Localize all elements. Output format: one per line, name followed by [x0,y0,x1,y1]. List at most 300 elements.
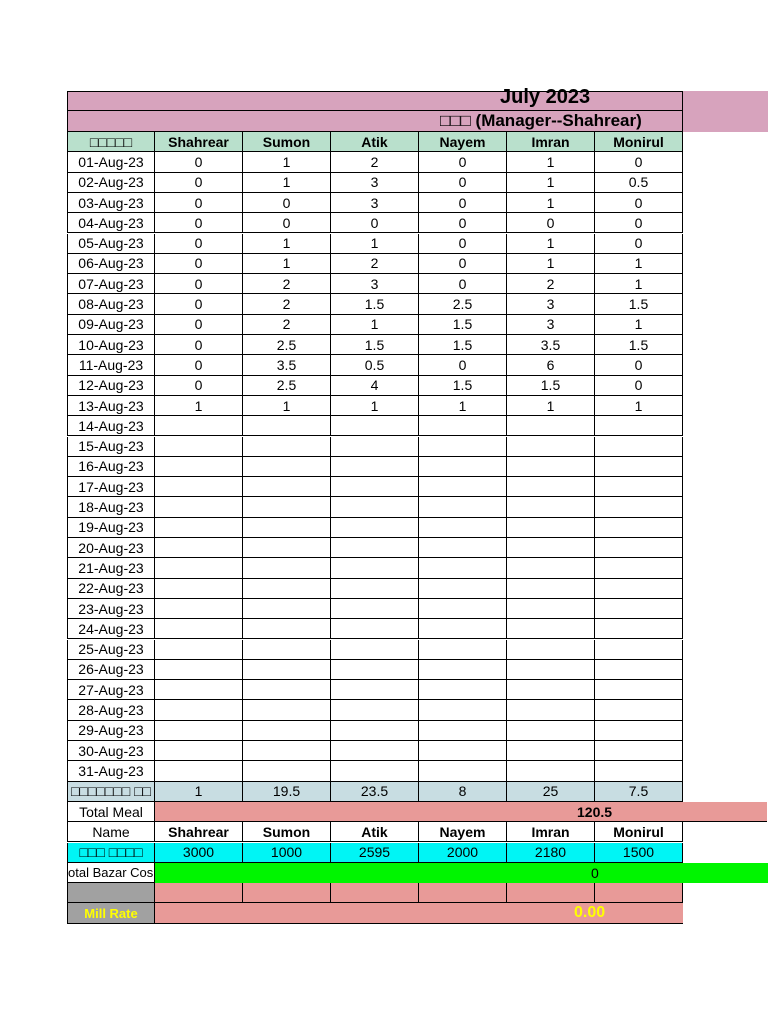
meal-cell[interactable]: 3 [507,294,595,314]
table-row [67,234,683,254]
meal-cell[interactable]: 0 [595,152,683,172]
header-row [67,132,683,152]
meal-cell[interactable] [419,416,507,436]
date-cell[interactable]: 19-Aug-23 [67,518,155,538]
mill-rate-row [67,903,683,923]
meal-cell[interactable] [155,579,243,599]
table-row [67,640,683,660]
meal-cell[interactable] [331,721,419,741]
meal-cell[interactable] [419,579,507,599]
date-cell[interactable]: 20-Aug-23 [67,538,155,558]
meal-cell[interactable] [507,660,595,680]
meal-cell[interactable] [507,579,595,599]
table-row [67,173,683,193]
meal-cell[interactable] [507,619,595,639]
table-row [67,376,683,396]
meal-cell[interactable]: 0 [155,376,243,396]
header-member[interactable]: Sumon [243,132,331,152]
meal-cell[interactable] [331,416,419,436]
meal-cell[interactable]: 2 [243,294,331,314]
meal-cell[interactable] [595,558,683,578]
meal-cell[interactable]: 1 [507,396,595,416]
header-member[interactable]: Nayem [419,132,507,152]
meal-cell[interactable] [595,457,683,477]
meal-cell[interactable] [331,558,419,578]
total-bazar-value[interactable]: 0 [155,863,768,883]
meal-cell[interactable] [155,558,243,578]
meal-cell[interactable] [155,457,243,477]
meal-cell[interactable] [595,741,683,761]
blank-cell[interactable] [243,883,331,903]
meal-cell[interactable] [243,721,331,741]
meal-cell[interactable]: 0 [155,355,243,375]
meal-cell[interactable] [419,700,507,720]
total-cell[interactable]: 25 [507,782,595,802]
meal-cell[interactable] [507,518,595,538]
table-row [67,558,683,578]
header-date[interactable]: □□□□□ [67,132,155,152]
meal-cell[interactable] [331,579,419,599]
meal-cell[interactable]: 0 [155,213,243,233]
meal-cell[interactable]: 1 [507,173,595,193]
name-member[interactable]: Shahrear [155,822,243,842]
meal-cell[interactable]: 6 [507,355,595,375]
table-row [67,193,683,213]
meal-cell[interactable] [331,477,419,497]
table-row [67,741,683,761]
meal-cell[interactable] [155,700,243,720]
date-cell[interactable]: 07-Aug-23 [67,274,155,294]
meal-cell[interactable]: 0 [419,234,507,254]
meal-cell[interactable] [419,437,507,457]
meal-cell[interactable]: 1 [243,234,331,254]
meal-cell[interactable]: 0 [155,234,243,254]
mill-rate-label[interactable]: Mill Rate [67,903,155,923]
meal-cell[interactable] [595,700,683,720]
table-row [67,396,683,416]
meal-cell[interactable] [331,538,419,558]
meal-cell[interactable] [507,761,595,781]
meal-cell[interactable] [419,619,507,639]
table-row [67,497,683,517]
meal-cell[interactable]: 0 [595,376,683,396]
meal-cell[interactable]: 1 [331,396,419,416]
meal-cell[interactable]: 0 [595,213,683,233]
meal-cell[interactable] [243,518,331,538]
date-cell[interactable]: 15-Aug-23 [67,437,155,457]
meal-cell[interactable] [595,660,683,680]
meal-cell[interactable]: 0 [155,294,243,314]
meal-cell[interactable] [243,660,331,680]
meal-cell[interactable]: 1.5 [419,376,507,396]
meal-cell[interactable] [419,477,507,497]
meal-cell[interactable] [155,477,243,497]
table-row [67,213,683,233]
meal-cell[interactable] [243,538,331,558]
meal-cell[interactable]: 3 [331,274,419,294]
date-cell[interactable]: 14-Aug-23 [67,416,155,436]
meal-cell[interactable] [243,599,331,619]
table-row [67,660,683,680]
sheet-subtitle: □□□ (Manager--Shahrear) [440,111,642,130]
meal-cell[interactable] [155,660,243,680]
date-cell[interactable]: 12-Aug-23 [67,376,155,396]
meal-cell[interactable]: 3 [331,193,419,213]
meal-cell[interactable]: 0 [155,274,243,294]
meal-cell[interactable] [419,761,507,781]
meal-cell[interactable] [155,741,243,761]
date-cell[interactable]: 30-Aug-23 [67,741,155,761]
blank-cell[interactable] [155,883,243,903]
meal-cell[interactable]: 0 [595,193,683,213]
meal-cell[interactable] [595,437,683,457]
table-row [67,761,683,781]
meal-cell[interactable] [419,457,507,477]
meal-cell[interactable] [507,497,595,517]
meal-cell[interactable] [243,619,331,639]
meal-cell[interactable]: 1 [243,254,331,274]
meal-cell[interactable] [331,497,419,517]
totals-row [67,782,683,802]
meal-cell[interactable]: 0 [507,213,595,233]
meal-cell[interactable] [331,741,419,761]
meal-cell[interactable]: 0 [155,193,243,213]
meal-cell[interactable]: 0 [419,274,507,294]
date-cell[interactable]: 06-Aug-23 [67,254,155,274]
header-member[interactable]: Imran [507,132,595,152]
meal-cell[interactable] [155,721,243,741]
meal-cell[interactable]: 0 [595,234,683,254]
bazar-row [67,843,683,863]
total-meal-row [67,802,767,822]
date-cell[interactable]: 21-Aug-23 [67,558,155,578]
meal-cell[interactable]: 1.5 [507,376,595,396]
meal-cell[interactable]: 2.5 [243,376,331,396]
table-row [67,152,683,172]
name-member[interactable]: Monirul [595,822,683,842]
meal-cell[interactable]: 1.5 [331,335,419,355]
meal-cell[interactable]: 2 [331,152,419,172]
meal-cell[interactable]: 2 [243,274,331,294]
meal-cell[interactable] [243,497,331,517]
table-row [67,599,683,619]
table-row [67,274,683,294]
meal-cell[interactable] [331,437,419,457]
meal-cell[interactable] [507,538,595,558]
meal-cell[interactable] [419,660,507,680]
bazar-cell[interactable]: 1000 [243,843,331,863]
meal-cell[interactable]: 1 [243,152,331,172]
meal-cell[interactable]: 3.5 [243,355,331,375]
table-row [67,457,683,477]
meal-cell[interactable] [243,579,331,599]
date-cell[interactable]: 22-Aug-23 [67,579,155,599]
meal-cell[interactable]: 1 [595,274,683,294]
bazar-cell[interactable]: 1500 [595,843,683,863]
meal-cell[interactable]: 2 [331,254,419,274]
blank-cell[interactable] [507,883,595,903]
date-cell[interactable]: 29-Aug-23 [67,721,155,741]
meal-cell[interactable] [155,497,243,517]
bazar-cell[interactable]: 2180 [507,843,595,863]
meal-cell[interactable]: 3 [507,315,595,335]
meal-cell[interactable] [419,518,507,538]
meal-cell[interactable] [243,640,331,660]
meal-cell[interactable]: 4 [331,376,419,396]
meal-cell[interactable] [595,761,683,781]
meal-cell[interactable] [331,599,419,619]
meal-cell[interactable] [507,741,595,761]
meal-cell[interactable] [243,680,331,700]
table-row [67,335,683,355]
meal-cell[interactable] [331,700,419,720]
meal-cell[interactable] [155,416,243,436]
header-member[interactable]: Shahrear [155,132,243,152]
meal-cell[interactable] [331,640,419,660]
meal-cell[interactable] [595,619,683,639]
table-row [67,579,683,599]
meal-cell[interactable]: 0 [331,213,419,233]
name-label[interactable]: Name [67,822,155,842]
date-cell[interactable]: 26-Aug-23 [67,660,155,680]
meal-cell[interactable] [155,619,243,639]
meal-cell[interactable] [331,680,419,700]
total-meal-value[interactable]: 120.5 [155,802,767,822]
meal-cell[interactable] [507,416,595,436]
meal-cell[interactable] [507,640,595,660]
meal-cell[interactable]: 0.5 [595,173,683,193]
date-cell[interactable]: 05-Aug-23 [67,234,155,254]
bazar-label[interactable]: □□□ □□□□ [67,843,155,863]
total-cell[interactable]: 1 [155,782,243,802]
date-cell[interactable]: 02-Aug-23 [67,173,155,193]
meal-cell[interactable]: 3 [331,173,419,193]
meal-cell[interactable]: 0 [155,173,243,193]
meal-cell[interactable] [419,599,507,619]
meal-cell[interactable]: 1.5 [419,335,507,355]
table-row [67,700,683,720]
date-cell[interactable]: 28-Aug-23 [67,700,155,720]
header-member[interactable]: Atik [331,132,419,152]
date-cell[interactable]: 10-Aug-23 [67,335,155,355]
mill-rate-value[interactable]: 0.00 [155,903,683,923]
table-row [67,315,683,335]
table-row [67,355,683,375]
table-row [67,437,683,457]
meal-cell[interactable] [507,437,595,457]
meal-cell[interactable] [155,538,243,558]
table-row [67,416,683,436]
meal-cell[interactable] [331,457,419,477]
meal-cell[interactable]: 1.5 [419,315,507,335]
meal-cell[interactable] [243,700,331,720]
meal-cell[interactable] [419,538,507,558]
meal-cell[interactable]: 1 [595,396,683,416]
meal-cell[interactable] [507,477,595,497]
meal-cell[interactable]: 2 [507,274,595,294]
meal-cell[interactable] [155,437,243,457]
blank-cell[interactable] [595,883,683,903]
header-member[interactable]: Monirul [595,132,683,152]
date-cell[interactable]: 16-Aug-23 [67,457,155,477]
title-row [67,91,683,111]
meal-cell[interactable]: 0 [419,213,507,233]
meal-cell[interactable] [155,680,243,700]
bazar-cell[interactable]: 3000 [155,843,243,863]
meal-cell[interactable] [331,660,419,680]
meal-cell[interactable] [243,761,331,781]
total-bazar-row [67,863,768,883]
meal-cell[interactable] [243,437,331,457]
meal-cell[interactable]: 1 [331,315,419,335]
meal-cell[interactable] [507,721,595,741]
meal-cell[interactable]: 2.5 [243,335,331,355]
meal-cell[interactable]: 1 [595,315,683,335]
meal-cell[interactable] [419,558,507,578]
meal-cell[interactable] [419,680,507,700]
meal-cell[interactable]: 1 [507,193,595,213]
meal-cell[interactable] [595,680,683,700]
date-cell[interactable]: 13-Aug-23 [67,396,155,416]
date-cell[interactable]: 24-Aug-23 [67,619,155,639]
total-bazar-label[interactable]: otal Bazar Cos [67,863,155,883]
date-cell[interactable]: 27-Aug-23 [67,680,155,700]
table-row [67,518,683,538]
total-cell[interactable]: 7.5 [595,782,683,802]
meal-cell[interactable] [243,457,331,477]
meal-cell[interactable]: 1 [155,396,243,416]
total-cell[interactable]: 8 [419,782,507,802]
meal-cell[interactable] [419,497,507,517]
blank-cell[interactable] [419,883,507,903]
meal-cell[interactable]: 0.5 [331,355,419,375]
meal-cell[interactable] [595,477,683,497]
name-row [67,822,683,842]
table-row [67,680,683,700]
meal-cell[interactable]: 0 [419,193,507,213]
sheet-title: July 2023 [500,86,591,108]
meal-cell[interactable]: 2.5 [419,294,507,314]
totals-label[interactable]: □□□□□□□ □□ [67,782,155,802]
meal-cell[interactable] [595,416,683,436]
total-cell[interactable]: 19.5 [243,782,331,802]
meal-cell[interactable] [419,741,507,761]
meal-cell[interactable]: 0 [243,193,331,213]
meal-cell[interactable]: 0 [243,213,331,233]
table-row [67,294,683,314]
meal-cell[interactable] [331,761,419,781]
total-meal-label[interactable]: Total Meal [67,802,155,822]
meal-cell[interactable]: 0 [419,355,507,375]
meal-cell[interactable]: 1.5 [331,294,419,314]
total-cell[interactable]: 23.5 [331,782,419,802]
date-cell[interactable]: 18-Aug-23 [67,497,155,517]
meal-cell[interactable]: 1 [243,173,331,193]
table-row [67,254,683,274]
meal-cell[interactable] [155,599,243,619]
date-cell[interactable]: 25-Aug-23 [67,640,155,660]
name-member[interactable]: Nayem [419,822,507,842]
meal-cell[interactable] [595,640,683,660]
meal-cell[interactable] [595,599,683,619]
date-cell[interactable]: 17-Aug-23 [67,477,155,497]
meal-cell[interactable]: 1 [507,254,595,274]
meal-cell[interactable] [419,640,507,660]
meal-cell[interactable] [507,457,595,477]
meal-cell[interactable] [595,579,683,599]
meal-cell[interactable] [595,497,683,517]
meal-cell[interactable] [507,599,595,619]
bazar-cell[interactable]: 2000 [419,843,507,863]
name-member[interactable]: Sumon [243,822,331,842]
meal-cell[interactable]: 0 [419,173,507,193]
meal-cell[interactable]: 2 [243,315,331,335]
meal-cell[interactable] [507,680,595,700]
meal-cell[interactable] [243,558,331,578]
meal-cell[interactable]: 0 [419,254,507,274]
meal-cell[interactable] [331,619,419,639]
meal-cell[interactable] [419,721,507,741]
table-row [67,477,683,497]
blank-row [67,883,683,903]
meal-cell[interactable]: 0 [419,152,507,172]
blank-label-cell[interactable] [67,883,155,903]
meal-cell[interactable]: 1 [507,234,595,254]
meal-cell[interactable] [155,640,243,660]
date-cell[interactable]: 11-Aug-23 [67,355,155,375]
date-cell[interactable]: 01-Aug-23 [67,152,155,172]
meal-cell[interactable] [507,700,595,720]
meal-cell[interactable] [595,721,683,741]
meal-cell[interactable] [243,741,331,761]
name-member[interactable]: Imran [507,822,595,842]
meal-cell[interactable]: 1 [243,396,331,416]
meal-cell[interactable] [155,518,243,538]
meal-cell[interactable]: 3.5 [507,335,595,355]
blank-cell[interactable] [331,883,419,903]
meal-cell[interactable] [155,761,243,781]
meal-cell[interactable]: 0 [595,355,683,375]
date-cell[interactable]: 04-Aug-23 [67,213,155,233]
date-cell[interactable]: 03-Aug-23 [67,193,155,213]
meal-cell[interactable] [595,538,683,558]
meal-cell[interactable]: 1.5 [595,294,683,314]
meal-cell[interactable] [243,477,331,497]
meal-cell[interactable] [243,416,331,436]
meal-cell[interactable] [331,518,419,538]
date-cell[interactable]: 31-Aug-23 [67,761,155,781]
name-member[interactable]: Atik [331,822,419,842]
title-row-extension [683,91,768,132]
meal-cell[interactable]: 0 [155,254,243,274]
meal-cell[interactable]: 1 [419,396,507,416]
meal-cell[interactable] [507,558,595,578]
meal-cell[interactable]: 0 [155,335,243,355]
bazar-cell[interactable]: 2595 [331,843,419,863]
table-row [67,538,683,558]
date-cell[interactable]: 08-Aug-23 [67,294,155,314]
meal-cell[interactable] [595,518,683,538]
meal-cell[interactable]: 0 [155,152,243,172]
meal-cell[interactable]: 1 [507,152,595,172]
table-row [67,721,683,741]
meal-cell[interactable]: 1 [595,254,683,274]
meal-cell[interactable]: 0 [155,315,243,335]
date-cell[interactable]: 09-Aug-23 [67,315,155,335]
meal-cell[interactable]: 1.5 [595,335,683,355]
meal-cell[interactable]: 1 [331,234,419,254]
date-cell[interactable]: 23-Aug-23 [67,599,155,619]
